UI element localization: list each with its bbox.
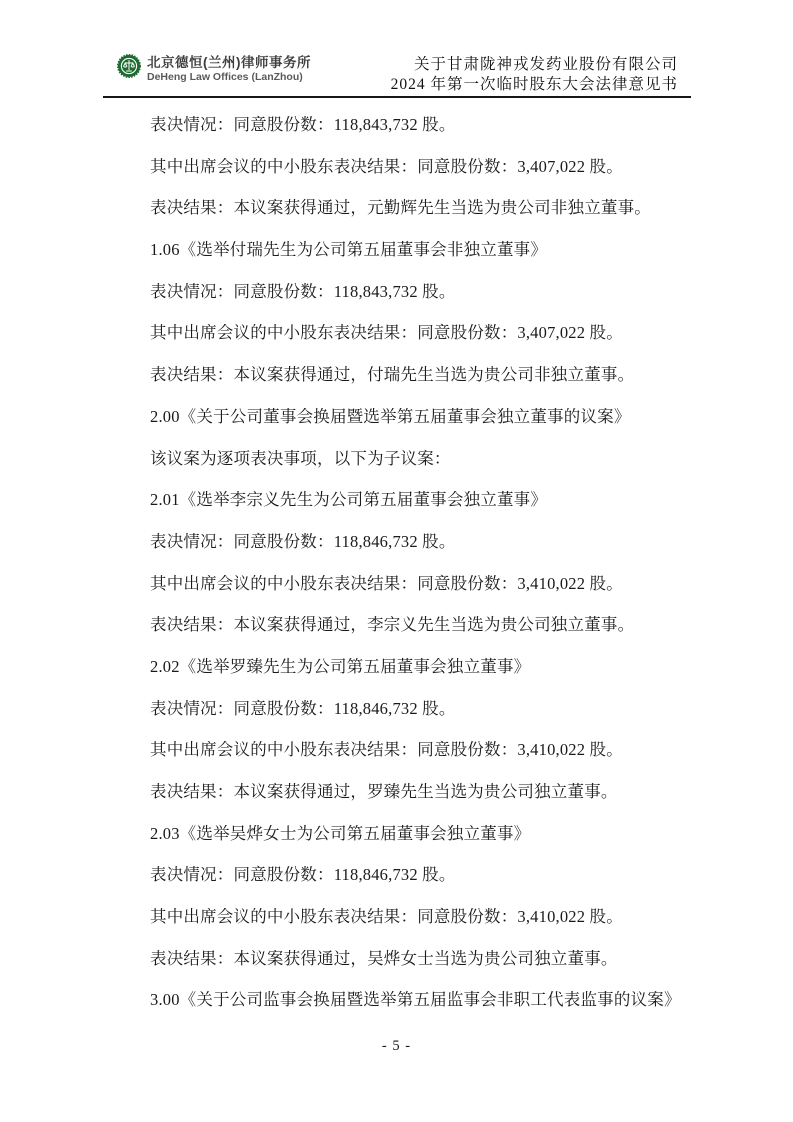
paragraph: 表决情况：同意股份数：118,843,732 股。 bbox=[150, 281, 456, 301]
paragraph: 2.00《关于公司董事会换届暨选举第五届董事会独立董事的议案》 bbox=[150, 406, 631, 426]
document-title-block bbox=[391, 55, 678, 94]
paragraph: 其中出席会议的中小股东表决结果：同意股份数：3,407,022 股。 bbox=[150, 156, 623, 176]
paragraph: 表决情况：同意股份数：118,846,732 股。 bbox=[150, 865, 456, 885]
page-footer bbox=[0, 1037, 793, 1055]
paragraph: 表决情况：同意股份数：118,843,732 股。 bbox=[150, 115, 456, 134]
paragraph: 表决结果：本议案获得通过，吴烨女士当选为贵公司独立董事。 bbox=[150, 948, 618, 968]
paragraph: 该议案为逐项表决事项，以下为子议案： bbox=[150, 448, 451, 468]
paragraph: 表决结果：本议案获得通过，付瑞先生当选为贵公司非独立董事。 bbox=[150, 365, 635, 385]
paragraph: 1.06《选举付瑞先生为公司第五届董事会非独立董事》 bbox=[150, 240, 548, 260]
paragraph: 其中出席会议的中小股东表决结果：同意股份数：3,410,022 股。 bbox=[150, 573, 623, 593]
paragraph: 表决结果：本议案获得通过，元勤辉先生当选为贵公司非独立董事。 bbox=[150, 198, 651, 218]
law-firm-name-cn: 北京德恒(兰州)律师事务所 bbox=[147, 55, 311, 70]
paragraph: 表决结果：本议案获得通过，罗臻先生当选为贵公司独立董事。 bbox=[150, 782, 618, 801]
document-title-line-2: 2024 年第一次临时股东大会法律意见书 bbox=[390, 75, 678, 93]
law-firm-name-en: DeHeng Law Offices (LanZhou) bbox=[147, 71, 303, 83]
paragraph: 3.00《关于公司监事会换届暨选举第五届监事会非职工代表监事的议案》 bbox=[150, 990, 681, 1010]
paragraph: 2.03《选举吴烨女士为公司第五届董事会独立董事》 bbox=[150, 823, 531, 843]
paragraph: 表决结果：本议案获得通过，李宗义先生当选为贵公司独立董事。 bbox=[150, 615, 635, 635]
paragraph: 其中出席会议的中小股东表决结果：同意股份数：3,407,022 股。 bbox=[150, 323, 623, 343]
document-body bbox=[150, 112, 681, 1029]
paragraph: 其中出席会议的中小股东表决结果：同意股份数：3,410,022 股。 bbox=[150, 740, 623, 760]
header-rule bbox=[103, 96, 691, 98]
paragraph: 表决情况：同意股份数：118,846,732 股。 bbox=[150, 698, 456, 718]
paragraph: 2.02《选举罗臻先生为公司第五届董事会独立董事》 bbox=[150, 656, 531, 676]
paragraph: 其中出席会议的中小股东表决结果：同意股份数：3,410,022 股。 bbox=[150, 907, 623, 927]
page-header bbox=[103, 0, 691, 94]
law-firm-names bbox=[147, 54, 311, 84]
document-title-line-1: 关于甘肃陇神戎发药业股份有限公司 bbox=[413, 56, 678, 73]
deheng-emblem-icon bbox=[117, 54, 141, 78]
law-firm-block bbox=[117, 54, 311, 84]
paragraph: 2.01《选举李宗义先生为公司第五届董事会独立董事》 bbox=[150, 490, 548, 510]
page-number: - 5 - bbox=[381, 1038, 412, 1054]
paragraph: 表决情况：同意股份数：118,846,732 股。 bbox=[150, 531, 456, 551]
